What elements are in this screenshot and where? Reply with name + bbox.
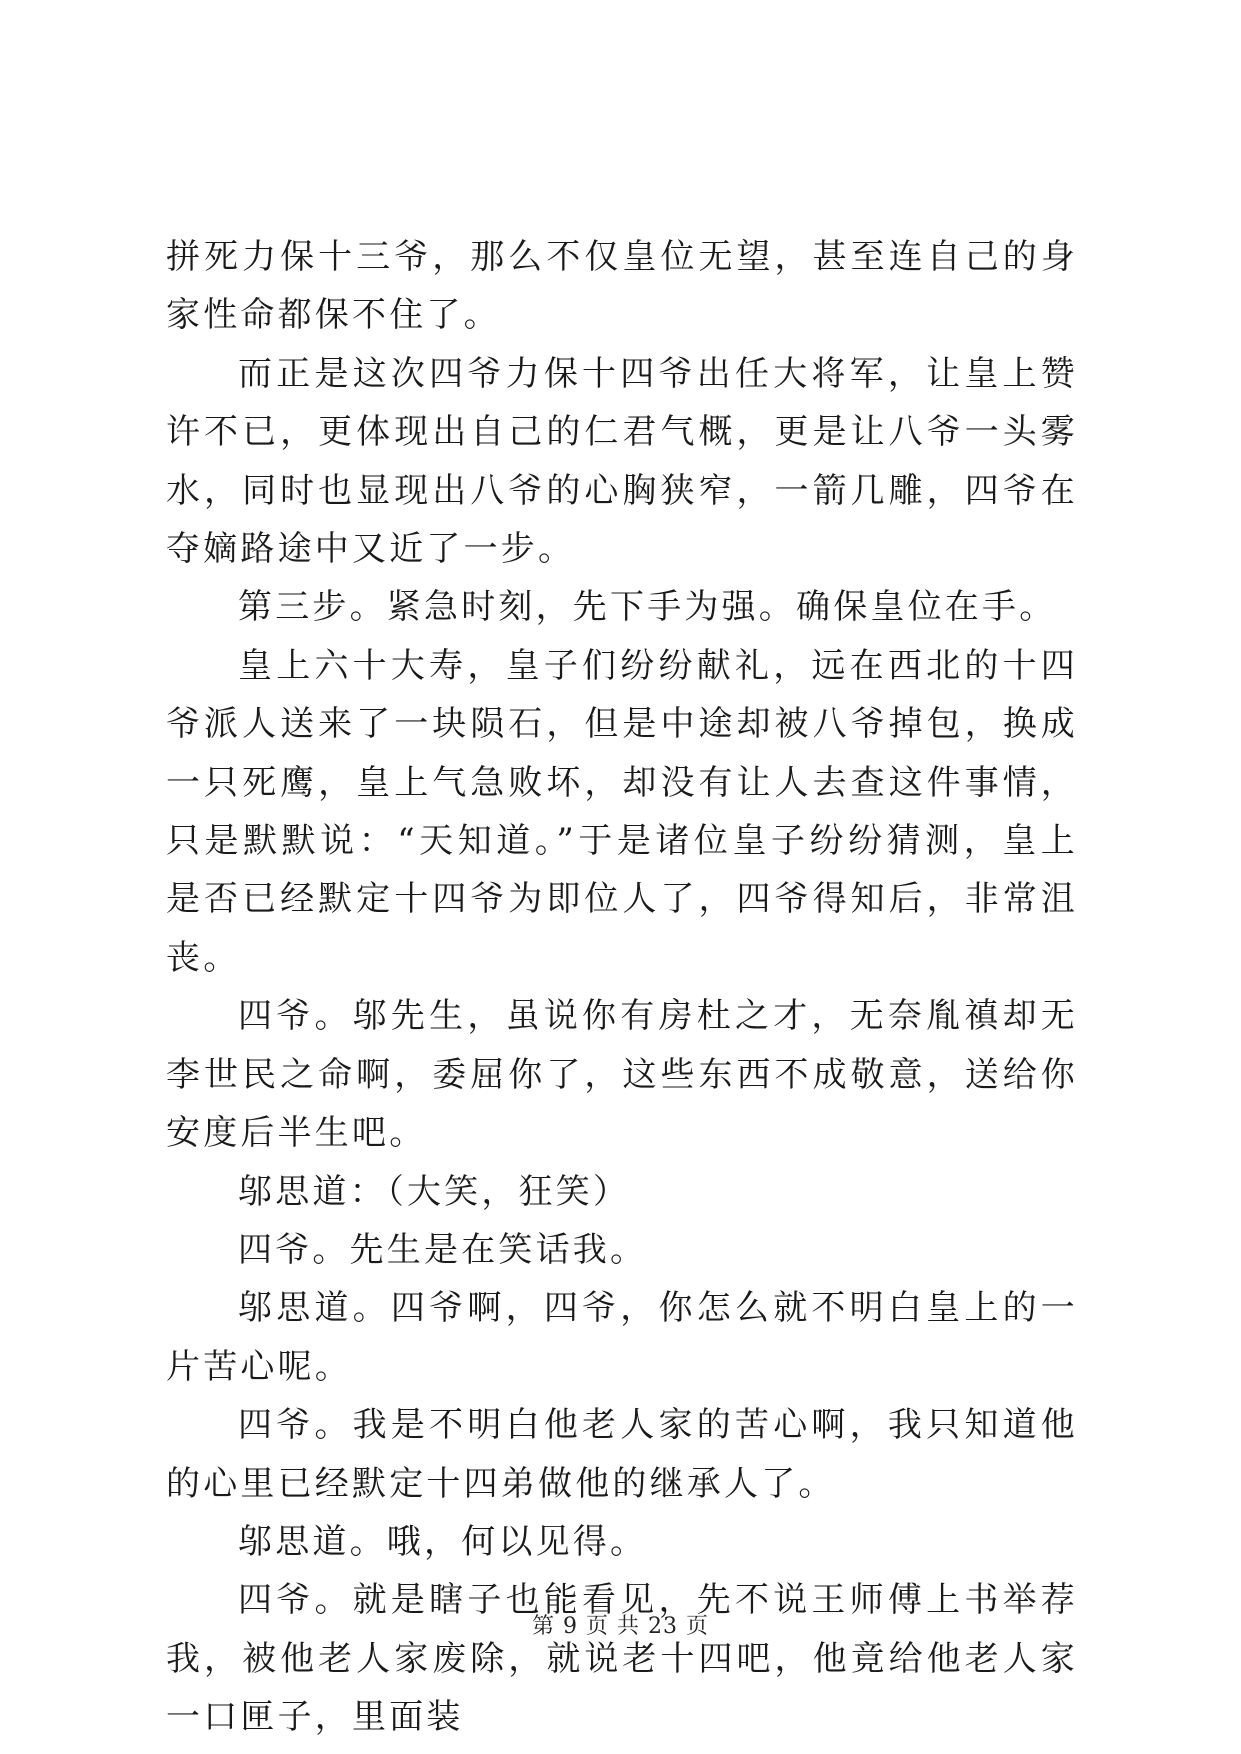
paragraph-10: 邬思道。哦，何以见得。 — [238, 1521, 648, 1562]
paragraph-5: 四爷。邬先生，虽说你有房杜之才，无奈胤禛却无李世民之命啊，委屈你了，这些东西不成敬意，送给你安度后半生吧。 — [166, 996, 1078, 1154]
paragraph-8: 邬思道。四爷啊，四爷，你怎么就不明白皇上的一片苦心呢。 — [166, 1288, 1078, 1387]
paragraph-7: 四爷。先生是在笑话我。 — [238, 1229, 648, 1270]
paragraph-6: 邬思道：（大笑，狂笑） — [238, 1171, 631, 1212]
page-number-label: 第 9 页 共 23 页 — [532, 1614, 709, 1639]
paragraph-1: 拼死力保十三爷，那么不仅皇位无望，甚至连自己的身家性命都保不住了。 — [166, 237, 1078, 336]
paragraph-4: 皇上六十大寿，皇子们纷纷献礼，远在西北的十四爷派人送来了一块陨石，但是中途却被八爷掉包，换成一只死鹰，皇上气急败坏，却没有让人去查这件事情，只是默默说：“天知道。”于是诸位皇子纷纷猜测，皇上是否已经默定十四爷为即位人了，四爷得知后，非常沮丧。 — [166, 645, 1078, 978]
paragraph-2: 而正是这次四爷力保十四爷出任大将军，让皇上赞许不已，更体现出自己的仁君气概，更是让八爷一头雾水，同时也显现出八爷的心胸狭窄，一箭几雕，四爷在夺嫡路途中又近了一步。 — [166, 353, 1078, 570]
paragraph-3: 第三步。紧急时刻，先下手为强。确保皇位在手。 — [238, 587, 1057, 628]
paragraph-11: 四爷。就是瞎子也能看见，先不说王师傅上书举荐我，被他老人家废除，就说老十四吧，他竟给他老人家一口匣子，里面装 — [166, 1580, 1078, 1738]
body-text — [166, 228, 1078, 1747]
paragraph-9: 四爷。我是不明白他老人家的苦心啊，我只知道他的心里已经默定十四弟做他的继承人了。 — [166, 1405, 1078, 1504]
page-footer — [0, 1612, 1241, 1642]
